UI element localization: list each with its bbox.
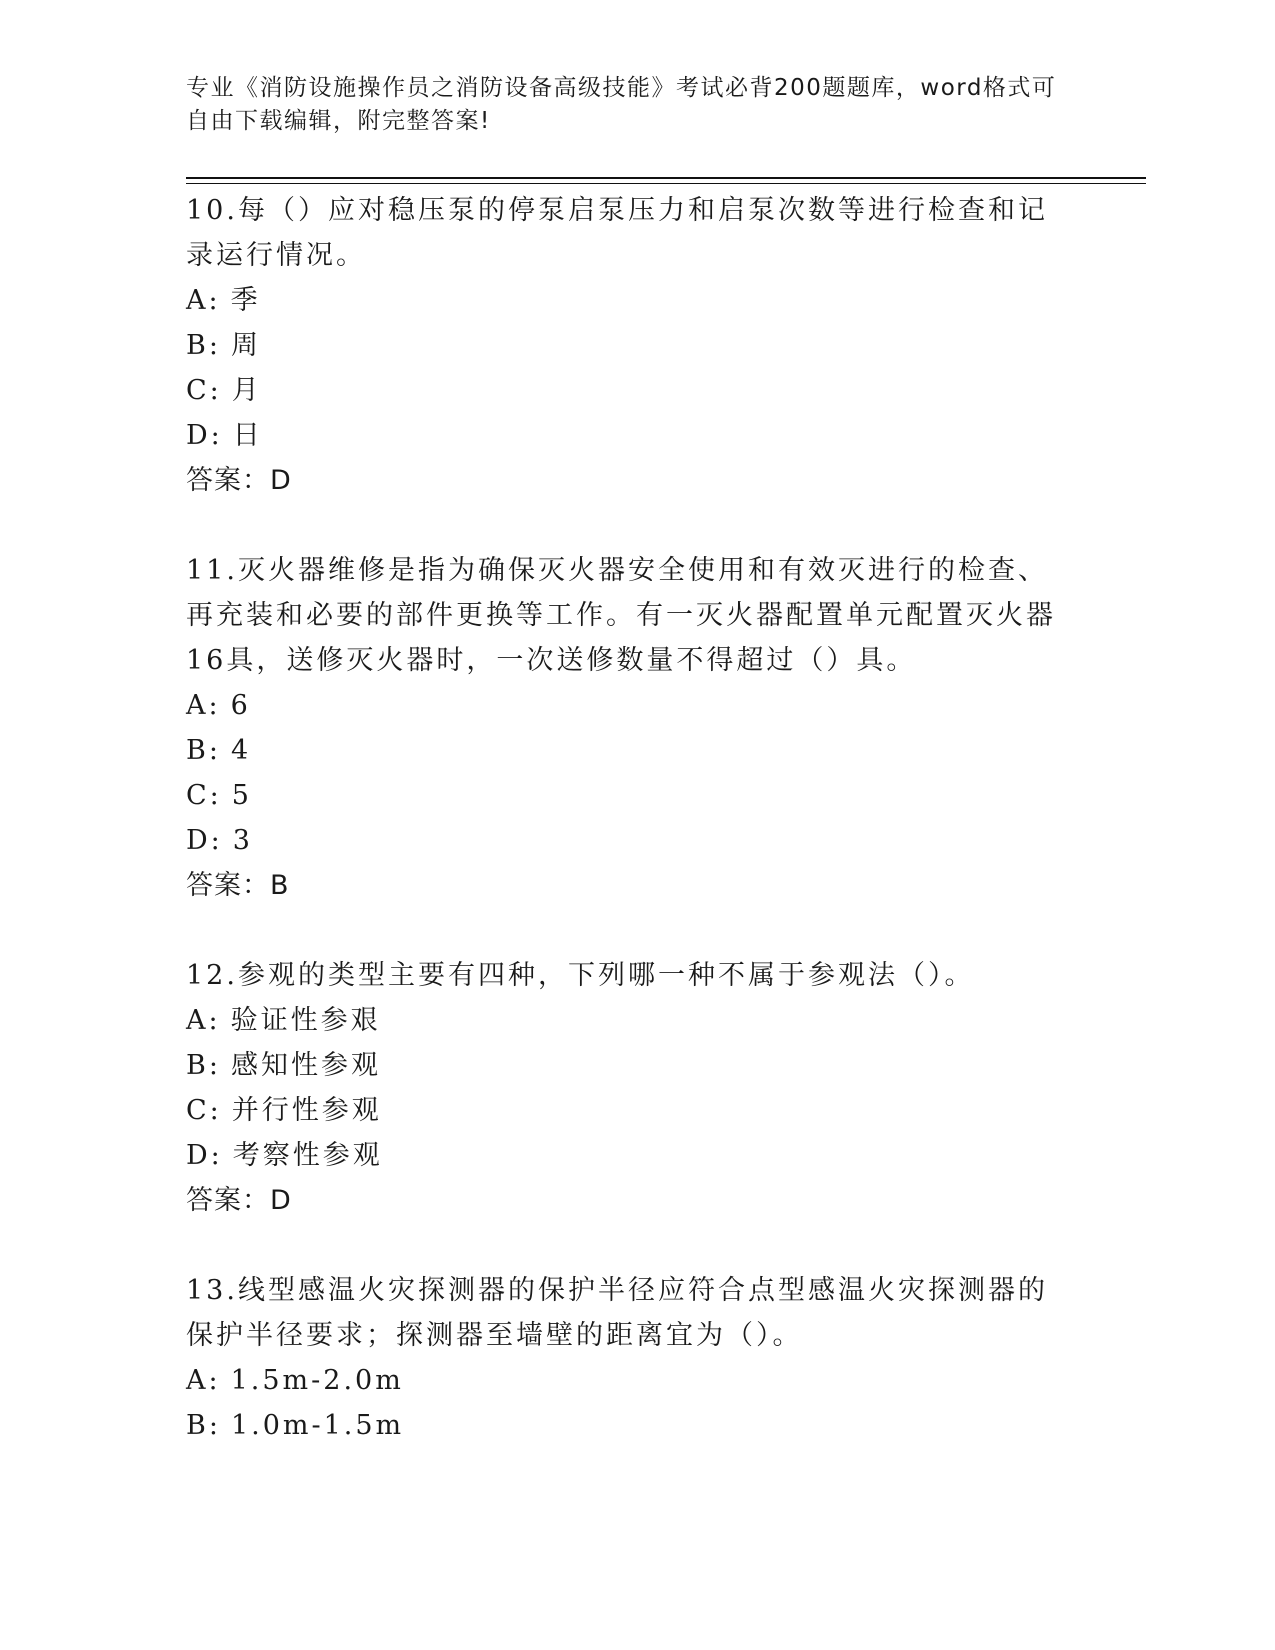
option-b xyxy=(186,1403,1066,1448)
option-separator: : xyxy=(208,285,221,316)
header-line-2: 自由下载编辑，附完整答案! xyxy=(186,108,491,134)
option-separator: : xyxy=(208,330,221,361)
option-separator: : xyxy=(209,780,222,811)
option-c xyxy=(186,1088,1066,1133)
option-separator: : xyxy=(208,735,221,766)
option-separator: : xyxy=(208,1005,221,1036)
option-value: 验证性参艰 xyxy=(230,1005,381,1036)
option-value: 5 xyxy=(231,780,252,811)
option-d xyxy=(186,818,1066,863)
option-b xyxy=(186,1043,1066,1088)
option-b xyxy=(186,323,1066,368)
question-text: 13.线型感温火灾探测器的保护半径应符合点型感温火灾探测器的保护半径要求；探测器至墙壁的距离宜为（）。 xyxy=(186,1275,1048,1351)
question-13 xyxy=(186,1268,1066,1448)
header-line-1: 专业《消防设施操作员之消防设备高级技能》考试必背200题题库，word格式可 xyxy=(186,75,1057,101)
option-separator: : xyxy=(208,690,221,721)
answer-line: 答案：D xyxy=(186,465,292,496)
option-key: B xyxy=(186,735,209,766)
spacer xyxy=(186,503,1066,548)
option-a xyxy=(186,998,1066,1043)
option-a xyxy=(186,1358,1066,1403)
document-header xyxy=(186,72,1066,138)
question-11 xyxy=(186,548,1066,908)
option-separator: : xyxy=(210,420,223,451)
option-value: 季 xyxy=(230,285,261,316)
option-value: 周 xyxy=(230,330,261,361)
option-d xyxy=(186,1133,1066,1178)
header-divider-thick xyxy=(186,177,1146,179)
option-value: 1.5m-2.0m xyxy=(230,1365,404,1396)
option-c xyxy=(186,773,1066,818)
option-separator: : xyxy=(208,1410,221,1441)
spacer xyxy=(186,908,1066,953)
option-value: 考察性参观 xyxy=(232,1140,383,1171)
header-divider-thin xyxy=(186,183,1146,184)
answer-line: 答案：D xyxy=(186,1185,292,1216)
option-key: B xyxy=(186,1050,209,1081)
option-key: A xyxy=(186,285,209,316)
option-key: C xyxy=(186,375,210,406)
option-key: C xyxy=(186,780,210,811)
option-key: A xyxy=(186,1365,209,1396)
question-12 xyxy=(186,953,1066,1223)
option-key: A xyxy=(186,690,209,721)
answer-line: 答案：B xyxy=(186,870,290,901)
spacer xyxy=(186,1223,1066,1268)
option-a xyxy=(186,683,1066,728)
option-separator: : xyxy=(210,1140,223,1171)
option-key: B xyxy=(186,330,209,361)
question-list xyxy=(186,188,1066,1448)
option-key: B xyxy=(186,1410,209,1441)
option-separator: : xyxy=(208,1050,221,1081)
option-separator: : xyxy=(210,825,223,856)
question-text: 10.每（）应对稳压泵的停泵启泵压力和启泵次数等进行检查和记录运行情况。 xyxy=(186,195,1048,271)
option-separator: : xyxy=(209,1095,222,1126)
option-value: 4 xyxy=(230,735,252,766)
option-value: 感知性参观 xyxy=(230,1050,381,1081)
option-key: C xyxy=(186,1095,210,1126)
option-value: 1.0m-1.5m xyxy=(230,1410,405,1441)
option-b xyxy=(186,728,1066,773)
option-separator: : xyxy=(208,1365,221,1396)
question-text: 12.参观的类型主要有四种，下列哪一种不属于参观法（）。 xyxy=(186,960,975,991)
option-d xyxy=(186,413,1066,458)
option-value: 日 xyxy=(232,420,263,451)
option-key: D xyxy=(186,825,211,856)
option-key: D xyxy=(186,1140,211,1171)
option-value: 月 xyxy=(231,375,262,406)
option-value: 3 xyxy=(232,825,253,856)
option-value: 6 xyxy=(230,690,251,721)
option-key: A xyxy=(186,1005,209,1036)
option-value: 并行性参观 xyxy=(231,1095,382,1126)
option-key: D xyxy=(186,420,211,451)
option-c xyxy=(186,368,1066,413)
question-10 xyxy=(186,188,1066,503)
question-text: 11.灭火器维修是指为确保灭火器安全使用和有效灭进行的检查、再充装和必要的部件更换等工作。有一灭火器配置单元配置灭火器16具，送修灭火器时，一次送修数量不得超过（）具。 xyxy=(186,555,1056,676)
option-separator: : xyxy=(209,375,222,406)
option-a xyxy=(186,278,1066,323)
